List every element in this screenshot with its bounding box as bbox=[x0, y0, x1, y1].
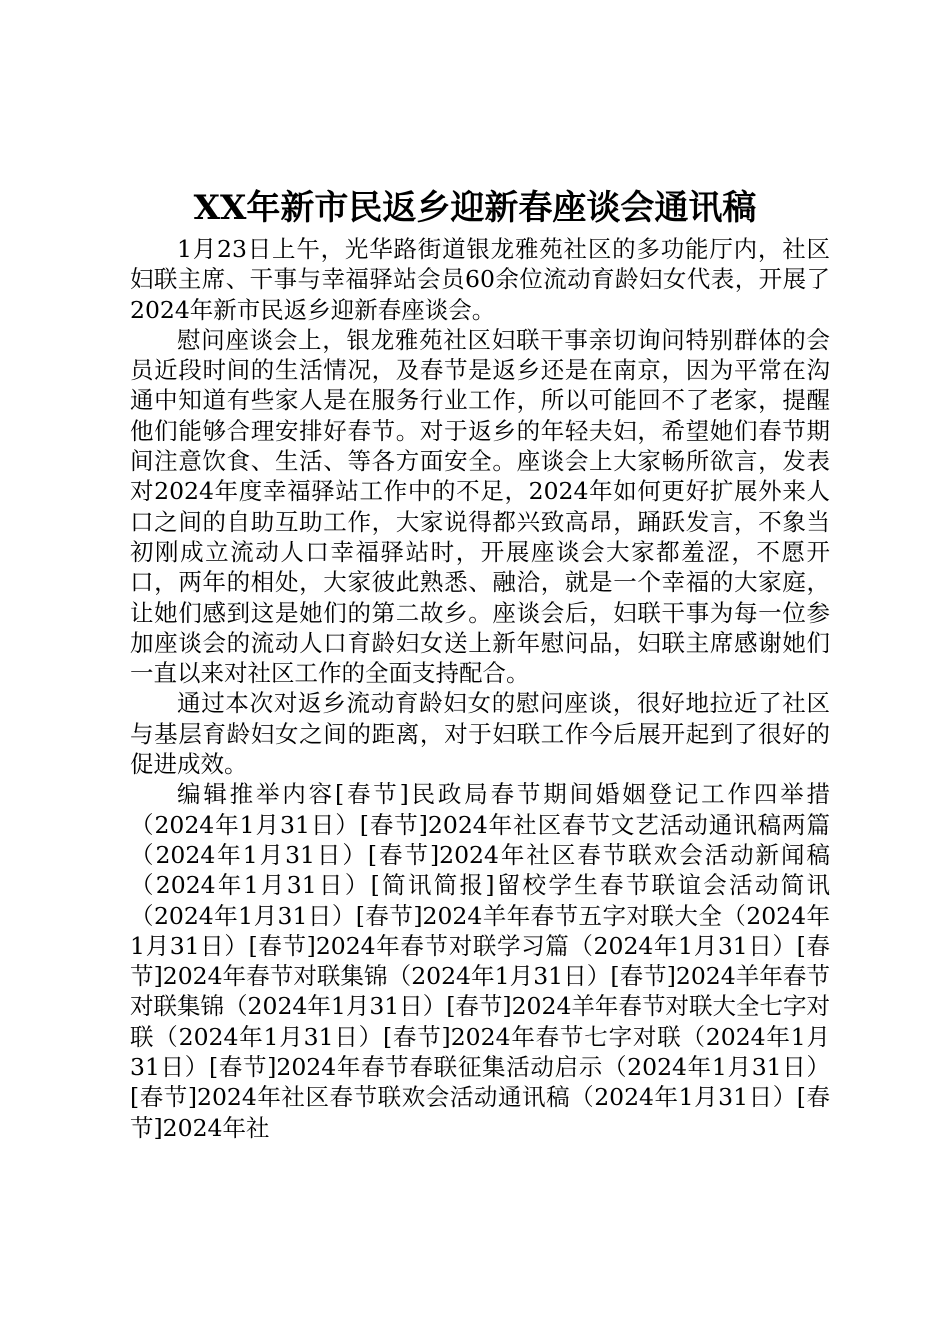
paragraph-recommended-content: 编辑推举内容[春节]民政局春节期间婚姻登记工作四举措（2024年1月31日）[春节]2024年社区春节文艺活动通讯稿两篇（2024年1月31日）[春节]2024年社区春节联欢会活动新闻稿（2024年1月31日）[简讯简报]留校学生春节联谊会活动简讯（2024年1月31日）[春节]2024羊年春节五字对联大全（2024年1月31日）[春节]2024年春节对联学习篇（2024年1月31日）[春节]2024年春节对联集锦（2024年1月31日）[春节]2024羊年春节对联集锦（2024年1月31日）[春节]2024羊年春节对联大全七字对联（2024年1月31日）[春节]2024年春节七字对联（2024年1月31日）[春节]2024年春节春联征集活动启示（2024年1月31日）[春节]2024年社区春节联欢会活动通讯稿（2024年1月31日）[春节]2024年社 bbox=[130, 780, 830, 1142]
paragraph-meeting-details: 慰问座谈会上，银龙雅苑社区妇联干事亲切询问特别群体的会员近段时间的生活情况，及春节是返乡还是在南京，因为平常在沟通中知道有些家人是在服务行业工作，所以可能回不了老家，提醒他们能够合理安排好春节。对于返乡的年轻夫妇，希望她们春节期间注意饮食、生活、等各方面安全。座谈会上大家畅所欲言，发表对2024年度幸福驿站工作中的不足，2024年如何更好扩展外来人口之间的自助互助工作，大家说得都兴致高昂，踊跃发言，不象当初刚成立流动人口幸福驿站时，开展座谈会大家都羞涩，不愿开口，两年的相处，大家彼此熟悉、融洽，就是一个幸福的大家庭，让她们感到这是她们的第二故乡。座谈会后，妇联干事为每一位参加座谈会的流动人口育龄妇女送上新年慰问品，妇联主席感谢她们一直以来对社区工作的全面支持配合。 bbox=[130, 325, 830, 688]
document-title: XX年新市民返乡迎新春座谈会通讯稿 bbox=[193, 188, 757, 228]
paragraph-conclusion: 通过本次对返乡流动育龄妇女的慰问座谈，很好地拉近了社区与基层育龄妇女之间的距离，对于妇联工作今后展开起到了很好的促进成效。 bbox=[130, 689, 830, 779]
paragraph-intro: 1月23日上午，光华路街道银龙雅苑社区的多功能厅内，社区妇联主席、干事与幸福驿站会员60余位流动育龄妇女代表，开展了2024年新市民返乡迎新春座谈会。 bbox=[130, 235, 830, 324]
document-body bbox=[130, 234, 830, 1143]
